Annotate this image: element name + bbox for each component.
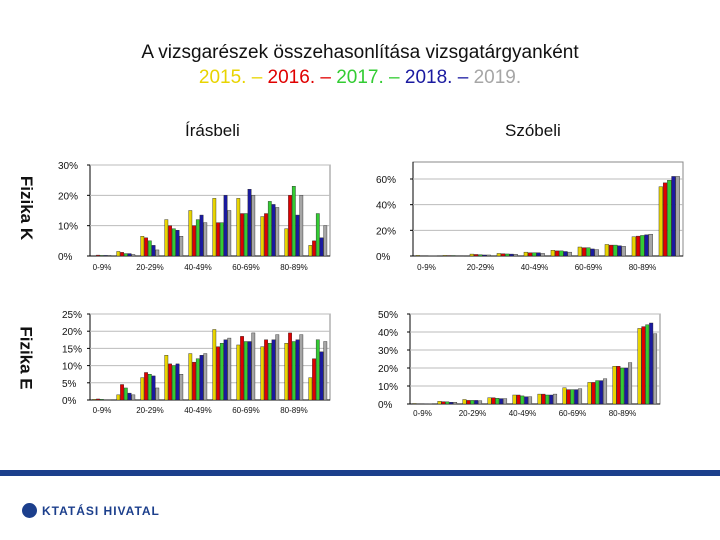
- k-written-bar: [316, 214, 319, 256]
- k-oral-bar: [667, 180, 671, 256]
- e-oral-bar: [471, 400, 475, 404]
- k-oral-bar: [636, 236, 640, 256]
- e-oral-bar: [528, 397, 532, 404]
- k-oral-bar: [622, 246, 626, 256]
- k-oral-ytick-label: 40%: [376, 200, 397, 212]
- k-oral-ytick-label: 20%: [376, 226, 397, 238]
- k-oral-bar: [618, 246, 622, 256]
- k-oral-bar: [595, 250, 599, 256]
- e-oral-bar: [513, 395, 517, 404]
- k-oral-bar: [568, 252, 572, 256]
- k-oral-bar: [501, 254, 505, 256]
- k-oral-bar: [443, 255, 447, 256]
- k-oral-bar: [659, 187, 663, 256]
- col-label-oral: Szóbeli: [505, 121, 561, 140]
- k-written-bar: [189, 211, 192, 257]
- k-oral-bar: [514, 254, 518, 256]
- k-written-ytick-label: 20%: [58, 191, 79, 203]
- k-oral-bar: [672, 176, 676, 256]
- e-written-ytick-label: 20%: [62, 327, 83, 339]
- e-oral-bar: [524, 397, 528, 404]
- k-written-bar: [141, 236, 144, 256]
- k-written-xtick-label: 80-89%: [280, 263, 308, 272]
- e-oral-bar: [542, 394, 546, 404]
- e-written-bar: [248, 342, 251, 400]
- e-oral-bar: [503, 399, 507, 404]
- e-written-bar: [324, 342, 327, 400]
- logo-text: KTATÁSI HIVATAL: [42, 503, 160, 518]
- k-written-bar: [320, 238, 323, 256]
- e-oral-bar: [563, 388, 567, 404]
- k-written-bar: [152, 245, 155, 256]
- e-written-ytick-label: 5%: [62, 378, 77, 390]
- k-written-bar: [104, 255, 107, 256]
- e-oral-bar: [446, 402, 450, 404]
- e-oral-bar: [646, 325, 650, 404]
- e-oral-bar: [496, 398, 500, 404]
- k-oral-bar: [532, 253, 536, 256]
- e-written-bar: [213, 329, 216, 400]
- e-written-bar: [204, 354, 207, 400]
- e-oral-xtick-label: 20-29%: [458, 409, 487, 418]
- e-oral-bar: [478, 401, 482, 404]
- k-written-ytick-label: 10%: [58, 221, 79, 233]
- e-written-bar: [276, 335, 279, 400]
- e-written-bar: [120, 385, 123, 400]
- k-written-bar: [244, 214, 247, 256]
- main-title: A vizsgarészek összehasonlítása vizsgatárgyanként: [141, 42, 579, 63]
- e-written-bar: [148, 374, 151, 400]
- e-oral-bar: [413, 403, 417, 404]
- e-oral-ytick-label: 40%: [378, 328, 399, 339]
- k-written-bar: [285, 229, 288, 256]
- k-written-bar: [292, 186, 295, 256]
- k-oral-xtick-label: 60-69%: [574, 263, 603, 272]
- k-written-bar: [288, 195, 291, 256]
- e-written-bar: [168, 364, 171, 400]
- k-written-bar: [237, 198, 240, 256]
- year-separator: –: [452, 67, 474, 88]
- e-oral-xtick-label: 60-69%: [558, 409, 587, 418]
- k-written-bar: [156, 250, 159, 256]
- k-oral-bar: [551, 250, 555, 256]
- k-written-bar: [148, 241, 151, 256]
- e-written-bar: [152, 376, 155, 400]
- k-written-bar: [108, 255, 111, 256]
- k-written-bar: [216, 223, 219, 256]
- k-written-bar: [276, 207, 279, 256]
- k-oral-bar: [632, 237, 636, 256]
- e-written-bar: [244, 342, 247, 400]
- e-oral-bar: [546, 395, 550, 404]
- e-oral-bar: [553, 394, 557, 404]
- e-written-bar: [156, 388, 159, 400]
- k-oral-bar: [416, 255, 420, 256]
- e-oral-bar: [453, 402, 457, 404]
- k-oral-bar: [640, 235, 644, 256]
- k-written-bar: [204, 223, 207, 256]
- k-oral-bar: [505, 254, 509, 256]
- e-written-bar: [132, 395, 135, 400]
- e-oral-bar: [638, 328, 642, 404]
- e-written-bar: [93, 399, 96, 400]
- e-written-xtick-label: 60-69%: [232, 406, 260, 415]
- k-written-bar: [309, 245, 312, 256]
- e-written-bar: [288, 333, 291, 400]
- e-written-bar: [124, 388, 127, 400]
- e-oral-bar: [567, 390, 571, 404]
- e-oral-xtick-label: 40-49%: [508, 409, 537, 418]
- k-written-bar: [192, 226, 195, 256]
- e-written-xtick-label: 20-29%: [136, 406, 164, 415]
- year-label-3: 2018.: [404, 67, 453, 88]
- e-written-bar: [216, 347, 219, 400]
- e-oral-bar: [467, 400, 471, 404]
- k-oral-ytick-label: 60%: [376, 175, 397, 186]
- k-written-bar: [300, 195, 303, 256]
- k-written-bar: [144, 238, 147, 256]
- k-oral-bar: [605, 244, 609, 256]
- row-label-fizika-k: Fizika K: [17, 175, 37, 241]
- k-oral-bar: [559, 251, 563, 256]
- k-written-bar: [224, 195, 227, 256]
- k-written-bar: [268, 201, 271, 256]
- e-oral-bar: [574, 390, 578, 404]
- e-written-bar: [285, 343, 288, 400]
- k-written-ytick-label: 0%: [58, 252, 73, 263]
- e-written-bar: [224, 340, 227, 400]
- k-written-ytick-label: 30%: [58, 161, 79, 172]
- k-oral-xtick-label: 80-89%: [628, 263, 657, 272]
- e-oral-ytick-label: 20%: [378, 364, 399, 375]
- k-oral-bar: [447, 255, 451, 256]
- k-written-bar: [240, 214, 243, 256]
- k-written-bar: [196, 220, 199, 256]
- k-written-bar: [96, 255, 99, 256]
- k-oral-bar: [645, 235, 649, 256]
- e-oral-bar: [599, 381, 603, 404]
- k-written-bar: [264, 214, 267, 256]
- e-written-bar: [141, 378, 144, 400]
- e-written-bar: [237, 345, 240, 400]
- k-written-bar: [117, 251, 120, 256]
- k-oral-bar: [497, 253, 501, 256]
- e-oral-bar: [624, 368, 628, 404]
- k-written-bar: [124, 254, 127, 256]
- k-oral-bar: [474, 254, 478, 256]
- e-oral-bar: [578, 389, 582, 404]
- e-oral-bar: [649, 323, 653, 404]
- k-written-xtick-label: 60-69%: [232, 263, 260, 272]
- k-written-bar: [168, 226, 171, 256]
- e-written-bar: [100, 399, 103, 400]
- e-oral-ytick-label: 0%: [378, 400, 393, 411]
- k-oral-ytick-label: 0%: [376, 252, 391, 263]
- k-oral-bar: [470, 254, 474, 256]
- k-written-bar: [128, 254, 131, 256]
- e-written-ytick-label: 15%: [62, 344, 83, 356]
- e-written-bar: [261, 347, 264, 400]
- e-written-bar: [220, 343, 223, 400]
- year-label-2: 2017.: [336, 67, 384, 88]
- k-oral-bar: [578, 247, 582, 256]
- k-written-bar: [220, 223, 223, 256]
- k-oral-bar: [564, 252, 568, 256]
- e-oral-ytick-label: 30%: [378, 346, 399, 357]
- e-oral-bar: [588, 382, 592, 404]
- e-written-xtick-label: 0-9%: [92, 406, 112, 415]
- e-written-bar: [300, 335, 303, 400]
- k-oral-bar: [478, 255, 482, 256]
- k-written-bar: [213, 198, 216, 256]
- k-oral-bar: [451, 255, 455, 256]
- k-written-xtick-label: 20-29%: [136, 263, 164, 272]
- e-oral-bar: [438, 401, 442, 404]
- k-oral-xtick-label: 0-9%: [417, 263, 436, 272]
- k-oral-bar: [555, 251, 559, 256]
- year-separator: –: [383, 67, 405, 88]
- k-written-bar: [120, 252, 123, 256]
- e-written-bar: [312, 359, 315, 400]
- k-written-xtick-label: 40-49%: [184, 263, 212, 272]
- e-written-bar: [272, 340, 275, 400]
- e-oral-bar: [449, 402, 453, 404]
- e-oral-bar: [642, 327, 646, 404]
- logo-o-icon: [22, 503, 37, 518]
- e-written-ytick-label: 25%: [62, 310, 83, 321]
- year-label-1: 2016.: [267, 67, 316, 88]
- logo: [22, 503, 160, 518]
- k-oral-bar: [528, 253, 532, 256]
- k-written-xtick-label: 0-9%: [92, 263, 112, 272]
- e-oral-ytick-label: 10%: [378, 382, 399, 393]
- e-written-bar: [144, 372, 147, 400]
- e-written-xtick-label: 80-89%: [280, 406, 308, 415]
- e-oral-ytick-label: 50%: [378, 310, 399, 321]
- k-written-bar: [272, 204, 275, 256]
- k-oral-bar: [676, 176, 680, 256]
- k-written-bar: [176, 230, 179, 256]
- e-oral-bar: [653, 334, 657, 404]
- year-separator: –: [315, 67, 337, 88]
- e-oral-bar: [517, 395, 521, 404]
- e-oral-bar: [571, 390, 575, 404]
- k-oral-bar: [591, 249, 595, 256]
- e-oral-bar: [474, 400, 478, 404]
- e-oral-bar: [492, 398, 496, 404]
- e-oral-xtick-label: 80-89%: [608, 409, 637, 418]
- e-oral-bar: [617, 366, 621, 404]
- k-written-bar: [132, 254, 135, 256]
- e-written-bar: [117, 395, 120, 400]
- k-oral-bar: [609, 245, 613, 256]
- e-written-bar: [292, 342, 295, 400]
- k-oral-bar: [524, 252, 528, 256]
- e-written-bar: [296, 340, 299, 400]
- e-oral-bar: [596, 381, 600, 404]
- e-written-bar: [128, 393, 131, 400]
- footer-divider: [0, 470, 720, 476]
- e-written-bar: [172, 366, 175, 400]
- e-written-bar: [180, 374, 183, 400]
- year-label-0: 2015.: [198, 67, 247, 88]
- col-label-written: Írásbeli: [185, 121, 240, 140]
- e-oral-xtick-label: 0-9%: [413, 409, 432, 418]
- e-written-bar: [192, 362, 195, 400]
- e-written-bar: [316, 340, 319, 400]
- k-oral-xtick-label: 40-49%: [520, 263, 549, 272]
- k-written-bar: [100, 255, 103, 256]
- e-written-bar: [176, 364, 179, 400]
- row-label-fizika-e: Fizika E: [16, 326, 36, 390]
- e-written-bar: [200, 355, 203, 400]
- e-oral-bar: [538, 394, 542, 404]
- k-written-bar: [312, 241, 315, 256]
- e-written-bar: [309, 378, 312, 400]
- k-oral-bar: [483, 255, 487, 256]
- e-written-bar: [240, 336, 243, 400]
- k-written-bar: [252, 195, 255, 256]
- e-oral-bar: [592, 382, 596, 404]
- e-written-bar: [196, 359, 199, 400]
- e-oral-bar: [521, 396, 525, 404]
- e-written-bar: [264, 340, 267, 400]
- k-written-bar: [165, 220, 168, 256]
- e-written-bar: [165, 355, 168, 400]
- k-written-bar: [248, 189, 251, 256]
- k-oral-xtick-label: 20-29%: [466, 263, 495, 272]
- k-written-bar: [172, 229, 175, 256]
- k-written-bar: [324, 226, 327, 256]
- k-oral-bar: [613, 245, 617, 256]
- e-written-xtick-label: 40-49%: [184, 406, 212, 415]
- e-oral-bar: [549, 395, 553, 404]
- k-oral-bar: [663, 183, 667, 256]
- k-written-bar: [296, 215, 299, 256]
- e-written-bar: [268, 343, 271, 400]
- e-oral-bar: [613, 366, 617, 404]
- e-oral-bar: [499, 399, 503, 404]
- e-written-bar: [189, 354, 192, 400]
- k-written-bar: [200, 215, 203, 256]
- k-written-bar: [180, 236, 183, 256]
- k-oral-bar: [541, 253, 545, 256]
- e-oral-bar: [621, 368, 625, 404]
- k-written-bar: [261, 217, 264, 256]
- e-oral-bar: [488, 398, 492, 404]
- k-oral-bar: [649, 234, 653, 256]
- k-oral-bar: [582, 248, 586, 256]
- e-oral-bar: [628, 363, 632, 404]
- e-written-bar: [228, 338, 231, 400]
- k-oral-bar: [586, 248, 590, 256]
- e-oral-bar: [442, 402, 446, 404]
- year-separator: –: [246, 67, 268, 88]
- k-oral-bar: [510, 254, 514, 256]
- k-written-bar: [228, 211, 231, 257]
- k-oral-bar: [537, 253, 541, 256]
- e-oral-bar: [463, 400, 467, 405]
- k-oral-bar: [487, 255, 491, 256]
- e-written-ytick-label: 0%: [62, 396, 77, 407]
- e-written-bar: [320, 352, 323, 400]
- e-written-bar: [252, 333, 255, 400]
- year-label-4: 2019.: [473, 67, 522, 88]
- e-oral-bar: [603, 379, 607, 404]
- e-written-ytick-label: 10%: [62, 361, 83, 373]
- e-written-bar: [96, 399, 99, 400]
